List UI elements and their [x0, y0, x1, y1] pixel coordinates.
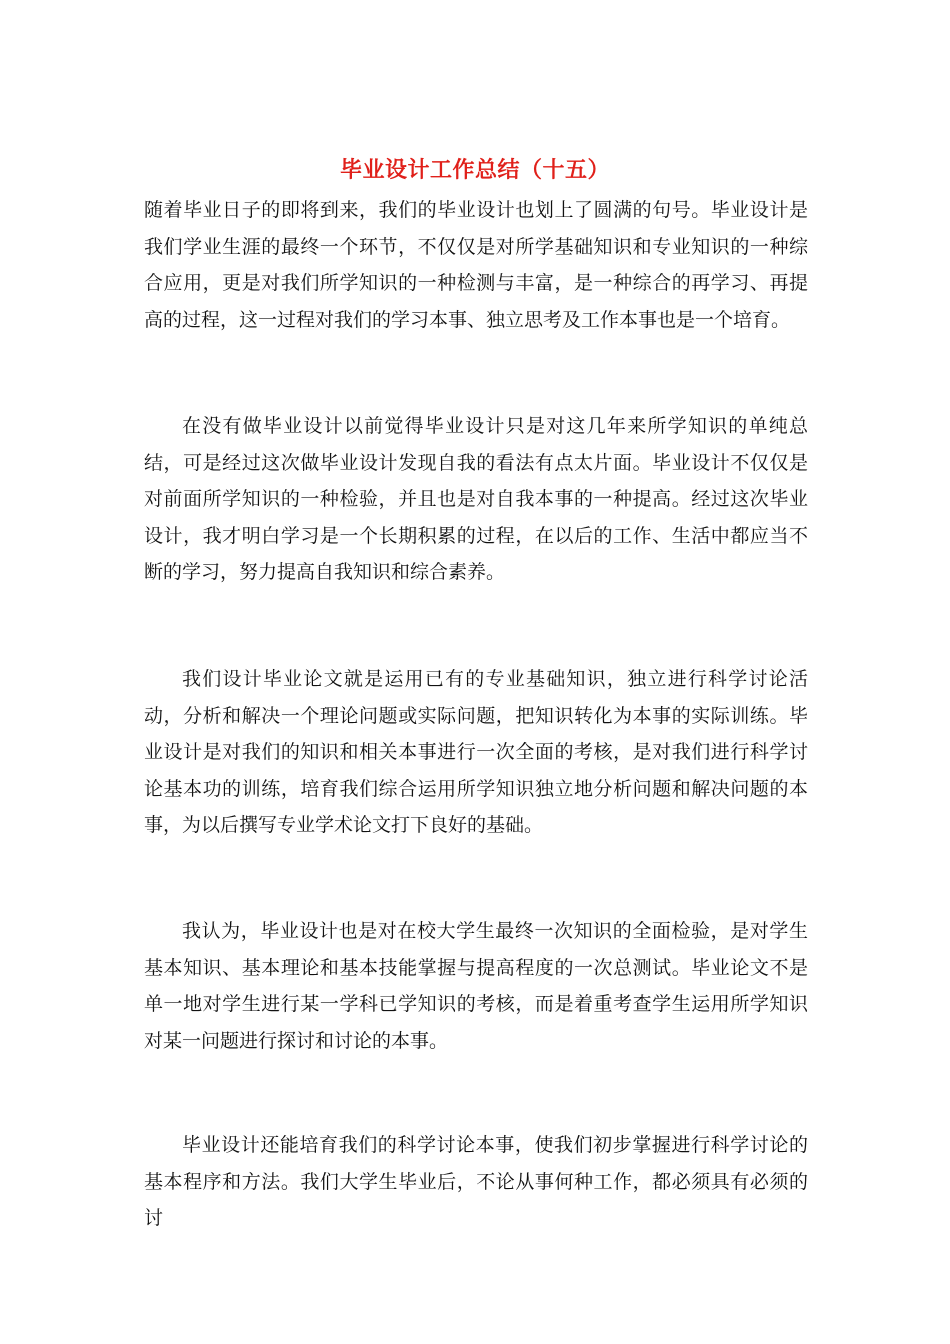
- paragraph-1: 随着毕业日子的即将到来，我们的毕业设计也划上了圆满的句号。毕业设计是我们学业生涯的最终一个环节，不仅仅是对所学基础知识和专业知识的一种综合应用，更是对我们所学知识的一种检测与丰富，是一种综合的再学习、再提高的过程，这一过程对我们的学习本事、独立思考及工作本事也是一个培育。: [144, 199, 808, 331]
- paragraph-5: 毕业设计还能培育我们的科学讨论本事，使我们初步掌握进行科学讨论的基本程序和方法。我们大学生毕业后，不论从事何种工作，都必须具有必须的讨: [144, 1134, 808, 1229]
- paragraph-2: 在没有做毕业设计以前觉得毕业设计只是对这几年来所学知识的单纯总结，可是经过这次做毕业设计发现自我的看法有点太片面。毕业设计不仅仅是对前面所学知识的一种检验，并且也是对自我本事的一种提高。经过这次毕业设计，我才明白学习是一个长期积累的过程，在以后的工作、生活中都应当不断的学习，努力提高自我知识和综合素养。: [144, 415, 808, 583]
- document-title: 毕业设计工作总结（十五）: [339, 157, 610, 183]
- paragraph-4: 我认为，毕业设计也是对在校大学生最终一次知识的全面检验，是对学生基本知识、基本理论和基本技能掌握与提高程度的一次总测试。毕业论文不是单一地对学生进行某一学科已学知识的考核，而是着重考查学生运用所学知识对某一问题进行探讨和讨论的本事。: [144, 920, 808, 1052]
- paragraph-3: 我们设计毕业论文就是运用已有的专业基础知识，独立进行科学讨论活动，分析和解决一个理论问题或实际问题，把知识转化为本事的实际训练。毕业设计是对我们的知识和相关本事进行一次全面的考核，是对我们进行科学讨论基本功的训练，培育我们综合运用所学知识独立地分析问题和解决问题的本事，为以后撰写专业学术论文打下良好的基础。: [144, 668, 808, 836]
